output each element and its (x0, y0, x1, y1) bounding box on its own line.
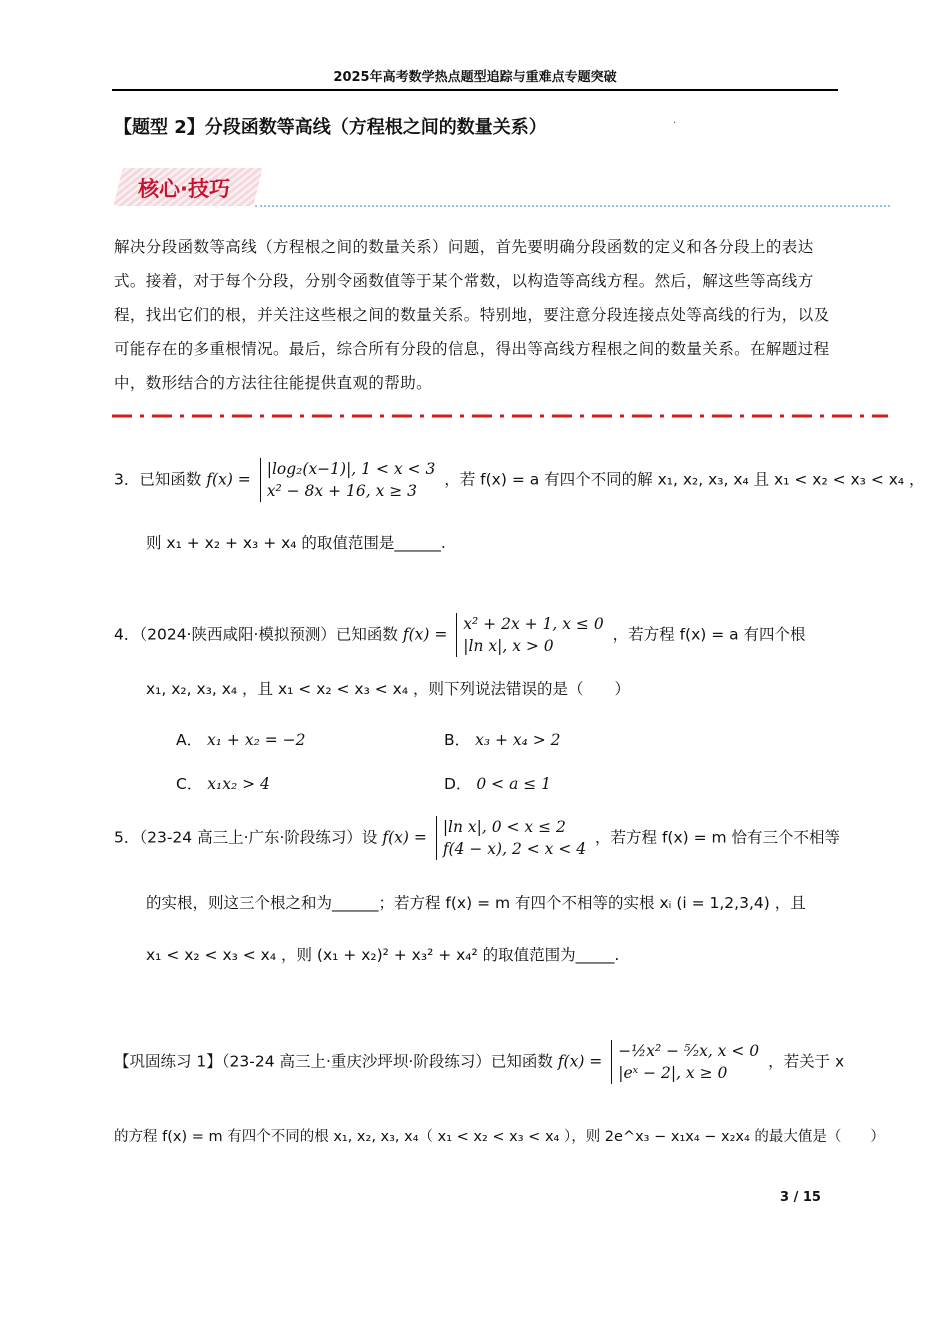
q4-condition: ，若方程 f(x) = a 有四个根 (612, 625, 806, 644)
q4-option-c[interactable] (176, 772, 270, 794)
q4-fx: f(x) = (402, 625, 448, 644)
page-header-title: 2025年高考数学热点题型追踪与重难点专题突破 (333, 70, 617, 85)
q4-option-d[interactable] (444, 772, 551, 794)
core-skill-banner (112, 166, 262, 208)
q3-condition: ，若 f(x) = a 有四个不同的解 x₁, x₂, x₃, x₄ 且 x₁ < x₂ < x₃ < x₄ ， (444, 470, 925, 489)
question-4 (114, 613, 806, 657)
question-3 (114, 458, 925, 502)
q5-line-2: 的实根，则这三个根之和为______；若方程 f(x) = m 有四个不相等的实根 xᵢ (i = 1,2,3,4) ，且 (146, 894, 806, 912)
p1-line-2: 的方程 f(x) = m 有四个不同的根 x₁, x₂, x₃, x₄（ x₁ < x₂ < x₃ < x₄ ），则 2e^x₃ − x₁x₄ − x₂x₄ 的最大值是（ ） (114, 1129, 885, 1145)
q3-line-2: 则 x₁ + x₂ + x₃ + x₄ 的取值范围是______. (146, 534, 446, 552)
banner-label: 核心·技巧 (138, 177, 230, 201)
page-number: 3 / 15 (780, 1190, 821, 1205)
header-rule (112, 89, 838, 91)
q4-line-2: x₁, x₂, x₃, x₄ ，且 x₁ < x₂ < x₃ < x₄ ，则下列说法错误的是（ ） (146, 680, 630, 698)
q4-case-1: x² + 2x + 1, x ≤ 0 (463, 615, 604, 633)
q4-option-c-label: C． (176, 775, 203, 793)
q3-case-2: x² − 8x + 16, x ≥ 3 (266, 482, 418, 500)
p1-piecewise (611, 1040, 759, 1084)
p1-prefix: 【巩固练习 1】（23-24 高三上·重庆沙坪坝·阶段练习）已知函数 (114, 1052, 553, 1071)
p1-condition: ，若关于 x (768, 1052, 845, 1071)
q4-option-a-label: A． (176, 731, 203, 749)
q5-fx: f(x) = (382, 828, 427, 847)
q4-prefix: 4．（2024·陕西咸阳·模拟预测）已知函数 (114, 625, 398, 644)
q3-piecewise (260, 458, 436, 502)
q3-fx: f(x) = (206, 470, 251, 489)
p1-case-2: |eˣ − 2|, x ≥ 0 (618, 1064, 728, 1082)
q4-option-c-text: x₁x₂ > 4 (207, 775, 270, 793)
q3-case-1: |log₂(x−1)|, 1 < x < 3 (266, 460, 436, 478)
q4-option-b[interactable] (444, 728, 561, 750)
q4-option-a-text: x₁ + x₂ = −2 (207, 731, 306, 749)
q5-case-2: f(4 − x), 2 < x < 4 (442, 840, 587, 858)
q4-option-b-label: B． (444, 731, 471, 749)
p1-fx: f(x) = (557, 1052, 603, 1071)
q5-prefix: 5．（23-24 高三上·广东·阶段练习）设 (114, 828, 378, 847)
practice-1 (114, 1040, 844, 1084)
banner-dotted-rule (255, 205, 890, 207)
q5-piecewise (436, 816, 586, 860)
q4-case-2: |ln x|, x > 0 (463, 637, 554, 655)
section-heading: 【题型 2】分段函数等高线（方程根之间的数量关系） (114, 117, 547, 138)
q4-option-d-label: D． (444, 775, 472, 793)
p1-case-1: −½x² − ⁵⁄₂x, x < 0 (618, 1042, 760, 1060)
dash-dot-divider (112, 412, 888, 420)
q4-option-d-text: 0 < a ≤ 1 (476, 775, 552, 793)
intro-paragraph: 解决分段函数等高线（方程根之间的数量关系）问题，首先要明确分段函数的定义和各分段上的表达式。接着，对于每个分段，分别令函数值等于某个常数，以构造等高线方程。然后，解这些等高线方程，找出它们的根，并关注这些根之间的数量关系。特别地，要注意分段连接点处等高线的行为，以及可能存在的多重根情况。最后，综合所有分段的信息，得出等高线方程根之间的数量关系。在解题过程中，数形结合的方法往往能提供直观的帮助。 (114, 238, 830, 392)
q4-piecewise (456, 613, 603, 657)
q5-line-3: x₁ < x₂ < x₃ < x₄ ，则 (x₁ + x₂)² + x₃² + x₄² 的取值范围为_____. (146, 946, 620, 964)
q5-case-1: |ln x|, 0 < x ≤ 2 (442, 818, 566, 836)
q3-prefix: 3．已知函数 (114, 470, 202, 489)
question-5 (114, 816, 840, 860)
q4-option-a[interactable] (176, 728, 306, 750)
stray-dot: · (673, 118, 677, 129)
q5-condition: ，若方程 f(x) = m 恰有三个不相等 (595, 828, 841, 847)
q4-option-b-text: x₃ + x₄ > 2 (475, 731, 561, 749)
